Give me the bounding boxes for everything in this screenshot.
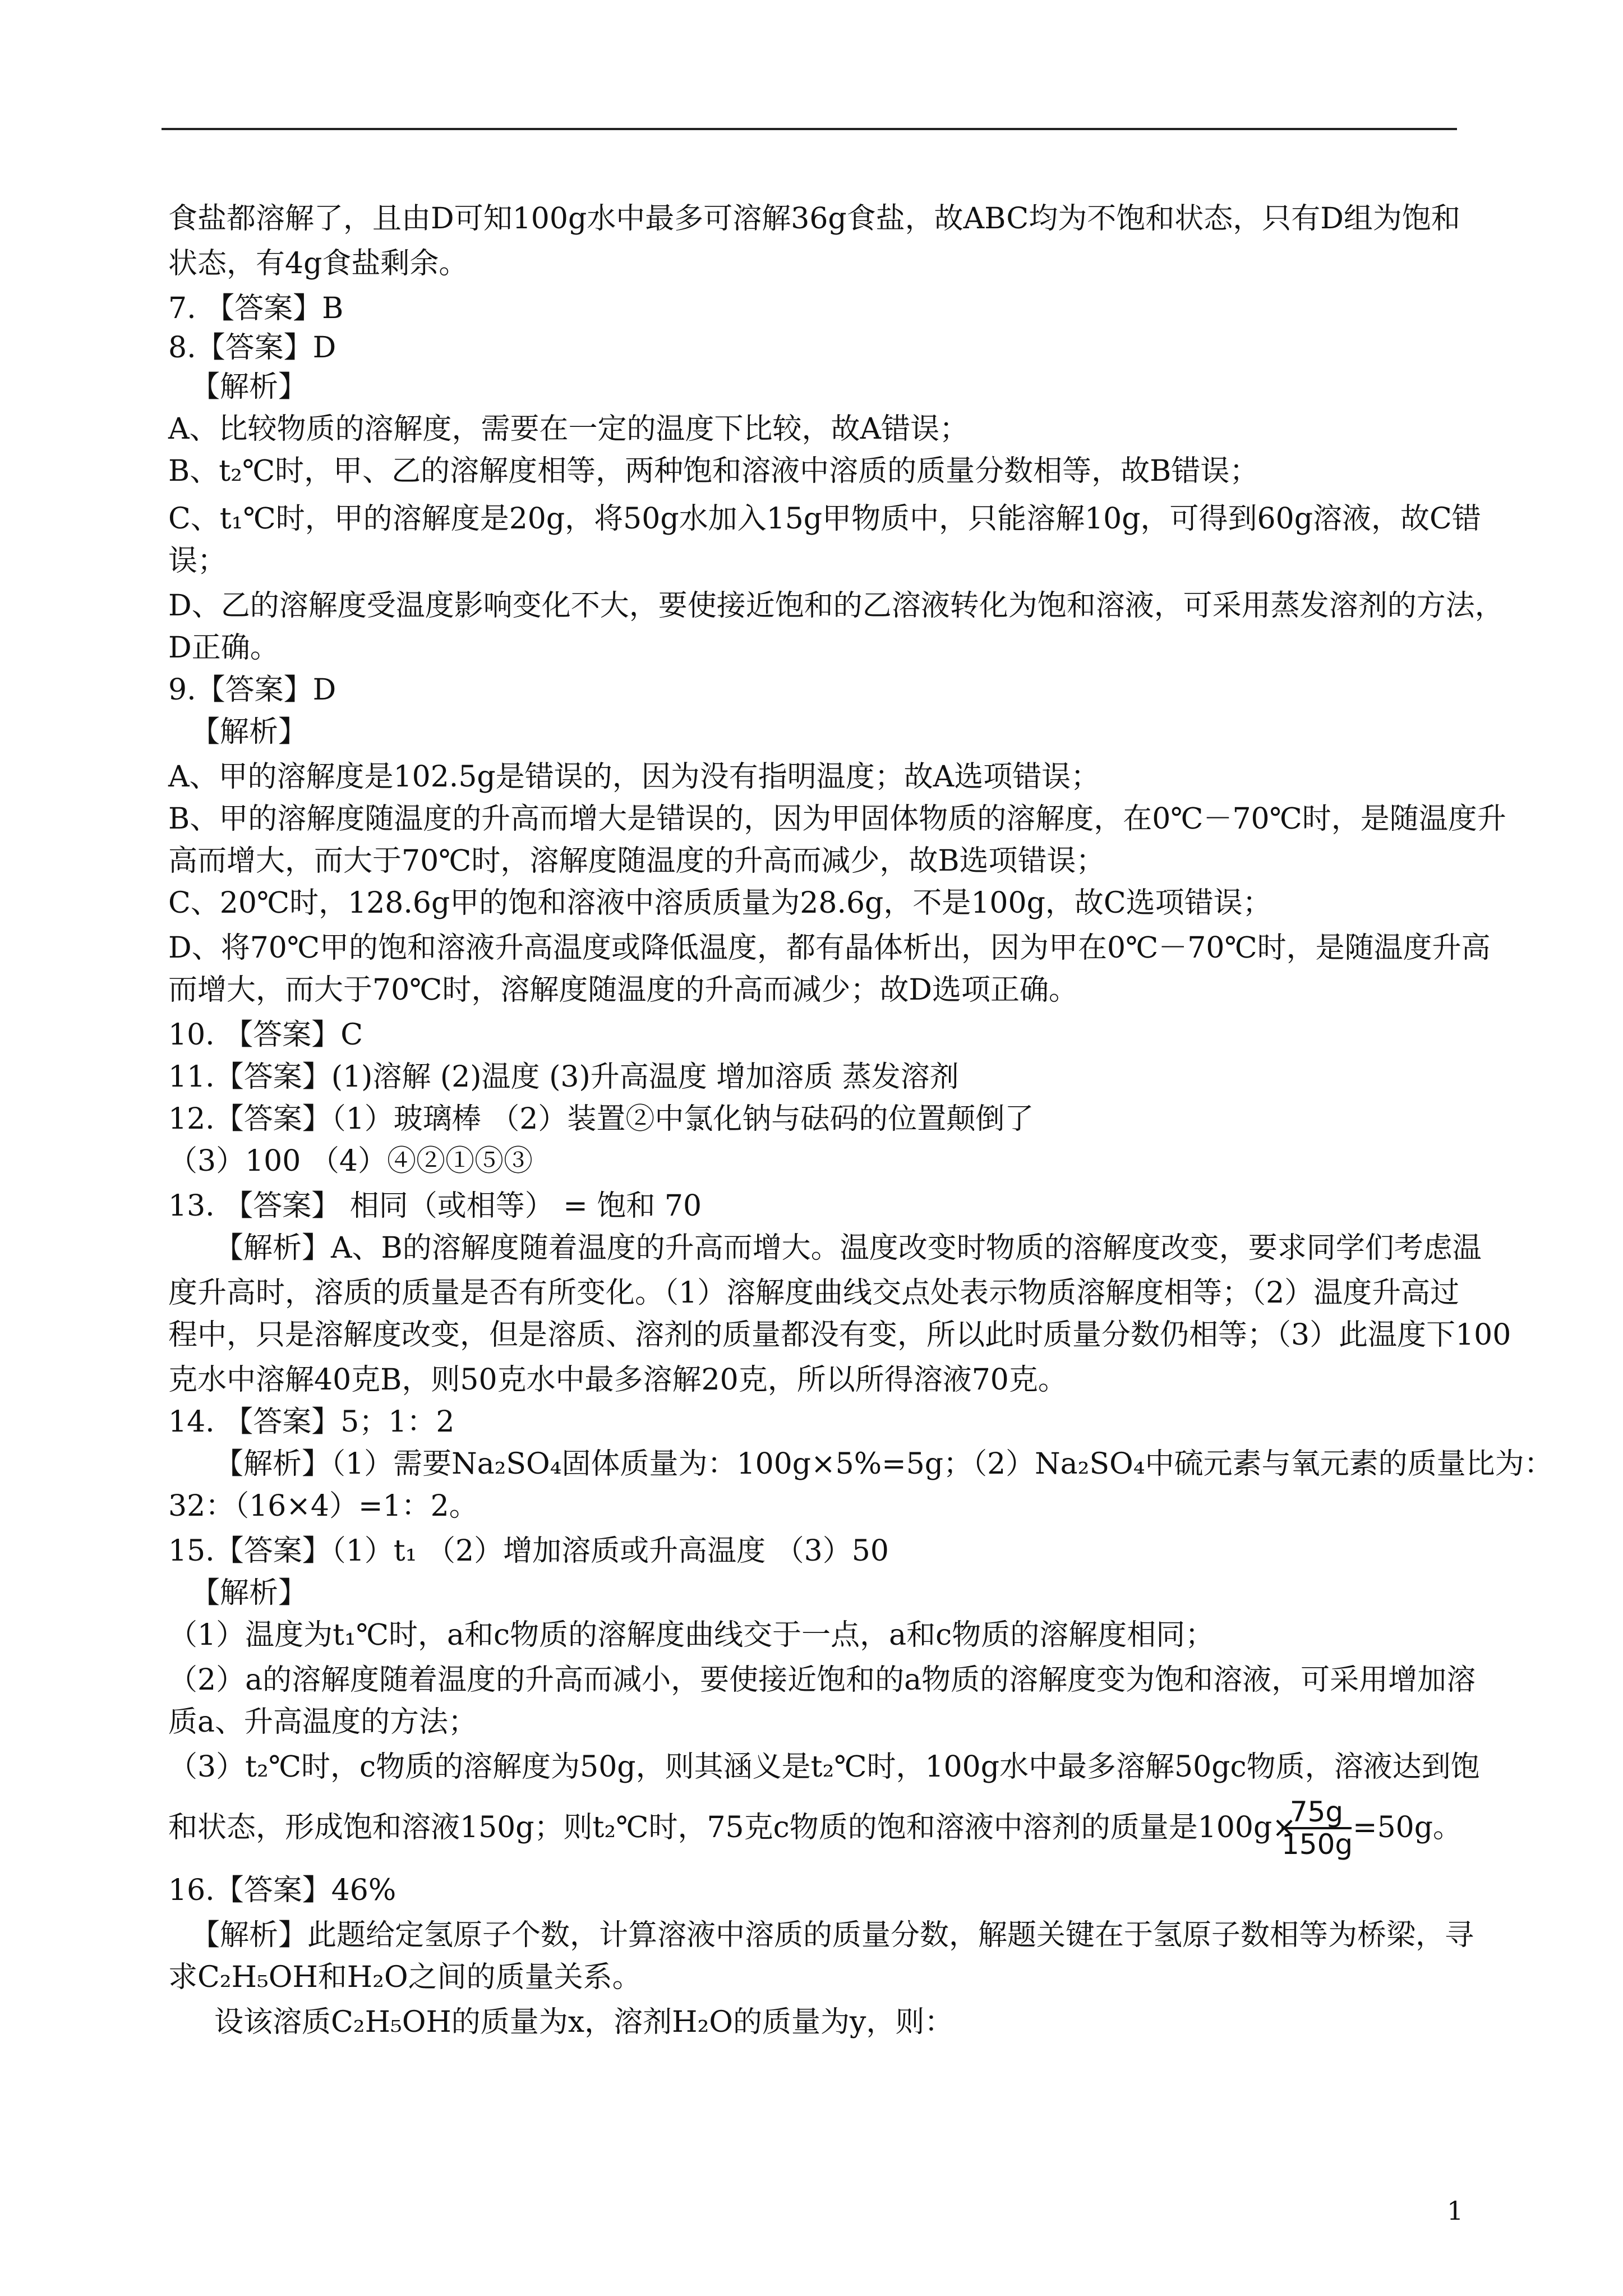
answer-8: 8.【答案】D bbox=[168, 331, 336, 365]
answer-13: 13. 【答案】 相同（或相等） = 饱和 70 bbox=[168, 1189, 702, 1223]
text-line: A、甲的溶解度是102.5g是错误的，因为没有指明温度；故A选项错误； bbox=[168, 760, 1100, 794]
text-line: 求C₂H₅OH和H₂O之间的质量关系。 bbox=[168, 1961, 642, 1994]
text-line: 32：（16×4）=1：2。 bbox=[168, 1489, 478, 1523]
text-line: 质a、升高温度的方法； bbox=[168, 1705, 478, 1739]
answer-10: 10. 【答案】C bbox=[168, 1018, 363, 1052]
fraction bbox=[1281, 1797, 1352, 1860]
text-line: C、t₁℃时，甲的溶解度是20g，将50g水加入15g甲物质中，只能溶解10g，可得到60g溶液，故C错 bbox=[168, 502, 1481, 536]
fraction-result: =50g。 bbox=[1353, 1811, 1463, 1844]
text-line: 误； bbox=[168, 544, 227, 578]
text-line: 克水中溶解40克B，则50克水中最多溶解20克，所以所得溶液70克。 bbox=[168, 1363, 1067, 1397]
text-line: 食盐都溶解了，且由D可知100g水中最多可溶解36g食盐，故ABC均为不饱和状态，只有D组为饱和 bbox=[168, 202, 1460, 236]
text-line: B、甲的溶解度随温度的升高而增大是错误的，因为甲固体物质的溶解度，在0℃－70℃时，是随温度升 bbox=[168, 802, 1506, 836]
analysis-heading: 【解析】 bbox=[191, 715, 308, 749]
text-line: 度升高时，溶质的质量是否有所变化。（1）溶解度曲线交点处表示物质溶解度相等；（2）温度升高过 bbox=[168, 1276, 1460, 1310]
header-rule bbox=[162, 128, 1457, 130]
text-line: 设该溶质C₂H₅OH的质量为x，溶剂H₂O的质量为y，则： bbox=[214, 2005, 954, 2039]
text-line: D正确。 bbox=[168, 631, 279, 665]
text-line: D、乙的溶解度受温度影响变化不大，要使接近饱和的乙溶液转化为饱和溶液，可采用蒸发溶剂的方法， bbox=[168, 589, 1504, 623]
text-line: C、20℃时，128.6g甲的饱和溶液中溶质质量为28.6g，不是100g，故C选项错误； bbox=[168, 886, 1272, 920]
text-line: D、将70℃甲的饱和溶液升高温度或降低温度，都有晶体析出，因为甲在0℃－70℃时，是随温度升高 bbox=[168, 931, 1491, 965]
analysis-heading: 【解析】 bbox=[191, 370, 308, 404]
text-line: （3）t₂℃时，c物质的溶解度为50g，则其涵义是t₂℃时，100g水中最多溶解50gc物质，溶液达到饱 bbox=[168, 1750, 1480, 1784]
analysis-paragraph: 【解析】（1）需要Na₂SO₄固体质量为：100g×5%=5g；（2）Na₂SO₄中硫元素与氧元素的质量比为： bbox=[214, 1447, 1553, 1481]
text-line: （2）a的溶解度随着温度的升高而减小，要使接近饱和的a物质的溶解度变为饱和溶液，可采用增加溶 bbox=[168, 1663, 1476, 1697]
answer-7: 7. 【答案】B bbox=[168, 292, 344, 325]
text-line: A、比较物质的溶解度，需要在一定的温度下比较，故A错误； bbox=[168, 412, 969, 446]
text-line: 状态，有4g食盐剩余。 bbox=[168, 247, 468, 280]
text-line: B、t₂℃时，甲、乙的溶解度相等，两种饱和溶液中溶质的质量分数相等，故B错误； bbox=[168, 454, 1259, 488]
answer-9: 9.【答案】D bbox=[168, 673, 336, 707]
page-number: 1 bbox=[1447, 2196, 1464, 2226]
text-line: 和状态，形成饱和溶液150g；则t₂℃时，75克c物质的饱和溶液中溶剂的质量是100g× bbox=[168, 1811, 1297, 1844]
analysis-paragraph: 【解析】此题给定氢原子个数，计算溶液中溶质的质量分数，解题关键在于氢原子数相等为桥梁，寻 bbox=[191, 1918, 1474, 1952]
answer-16: 16.【答案】46% bbox=[168, 1874, 396, 1907]
fraction-denominator: 150g bbox=[1281, 1828, 1353, 1861]
answer-11: 11.【答案】(1)溶解 (2)温度 (3)升高温度 增加溶质 蒸发溶剂 bbox=[168, 1060, 959, 1094]
text-line: 高而增大，而大于70℃时，溶解度随温度的升高而减少，故B选项错误； bbox=[168, 844, 1105, 878]
answer-14: 14. 【答案】5；1：2 bbox=[168, 1405, 455, 1439]
answer-15: 15.【答案】（1）t₁ （2）增加溶质或升高温度 （3）50 bbox=[168, 1534, 889, 1568]
analysis-paragraph: 【解析】A、B的溶解度随着温度的升高而增大。温度改变时物质的溶解度改变，要求同学们考虑温 bbox=[214, 1231, 1482, 1265]
text-line: 而增大，而大于70℃时，溶解度随温度的升高而减少；故D选项正确。 bbox=[168, 973, 1078, 1007]
analysis-heading: 【解析】 bbox=[191, 1576, 308, 1610]
fraction-numerator: 75g bbox=[1289, 1796, 1344, 1828]
text-line: 程中，只是溶解度改变，但是溶质、溶剂的质量都没有变，所以此时质量分数仍相等；（3）此温度下100 bbox=[168, 1318, 1511, 1352]
text-line: （3）100 （4）④②①⑤③ bbox=[168, 1144, 533, 1178]
text-line: （1）温度为t₁℃时，a和c物质的溶解度曲线交于一点，a和c物质的溶解度相同； bbox=[168, 1618, 1215, 1652]
answer-12: 12.【答案】（1）玻璃棒 （2）装置②中氯化钠与砝码的位置颠倒了 bbox=[168, 1102, 1034, 1136]
